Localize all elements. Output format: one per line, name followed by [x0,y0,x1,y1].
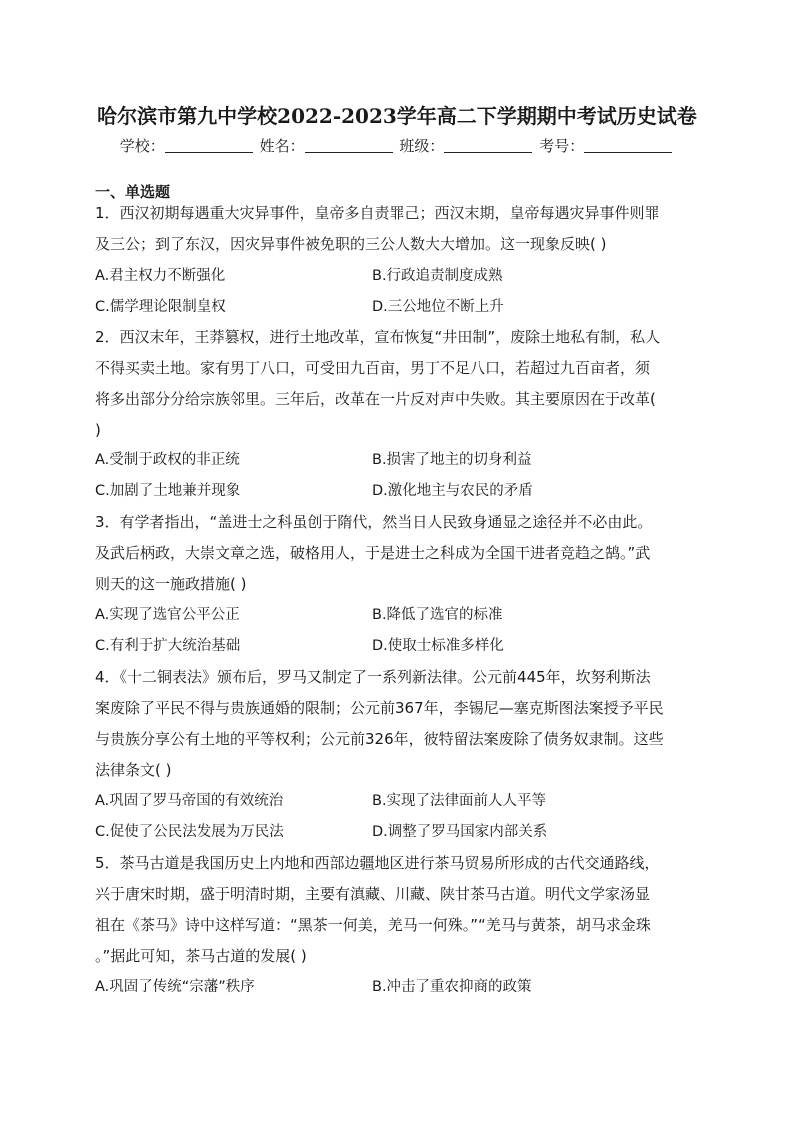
class-blank[interactable] [444,138,532,153]
q3-option-b[interactable]: B.降低了选官的标准 [372,607,503,623]
number-label: 考号： [539,137,585,155]
question-line: 案废除了平民不得与贵族通婚的限制；公元前367年，李锡尼—塞克斯图法案授予平民 [95,699,664,717]
q2-option-d[interactable]: D.激化地主与农民的矛盾 [372,483,533,499]
question-line: 。”据此可知，茶马古道的发展( ) [95,947,307,965]
question-1 [95,198,699,260]
q1-option-a[interactable]: A.君主权力不断强化 [95,268,226,284]
q3-option-c[interactable]: C.有利于扩大统治基础 [95,638,241,654]
exam-title: 哈尔滨市第九中学校2022-2023学年高二下学期期中考试历史试卷 [97,104,697,128]
question-line: 则天的这一施政措施( ) [95,575,247,593]
question-line: 及三公；到了东汉，因灾异事件被免职的三公人数大大增加。这一现象反映( ) [95,235,607,253]
student-info-line [0,135,794,156]
q1-option-d[interactable]: D.三公地位不断上升 [372,299,504,315]
question-line: 3．有学者指出，“盖进士之科虽创于隋代，然当日人民致身通显之途径并不必由此。 [95,513,653,531]
q1-option-c[interactable]: C.儒学理论限制皇权 [95,299,226,315]
q3-option-d[interactable]: D.使取士标准多样化 [372,638,504,654]
question-line: 1．西汉初期每遇重大灾异事件，皇帝多自责罪己；西汉末期，皇帝每遇灾异事件则罪 [95,204,660,222]
school-label: 学校： [119,137,165,155]
question-5 [95,848,699,972]
name-blank[interactable] [305,138,393,153]
question-line: 不得买卖土地。家有男丁八口，可受田九百亩，男丁不足八口，若超过九百亩者，须 [95,359,651,377]
question-4 [95,662,699,786]
q2-option-a[interactable]: A.受制于政权的非正统 [95,452,240,468]
question-3 [95,507,699,600]
question-line: 与贵族分享公有土地的平等权利；公元前326年，彼特留法案废除了债务奴隶制。这些 [95,730,664,748]
question-line: 5．茶马古道是我国历史上内地和西部边疆地区进行茶马贸易所形成的古代交通路线， [95,854,660,872]
question-line: 将多出部分分给宗族邻里。三年后，改革在一片反对声中失败。其主要原因在于改革( [95,390,656,408]
question-line: 2．西汉末年，王莽篡权，进行土地改革，宣布恢复“井田制”，废除土地私有制，私人 [95,328,661,346]
q4-option-a[interactable]: A.巩固了罗马帝国的有效统治 [95,793,284,809]
question-line: 及武后柄政，大崇文章之选，破格用人，于是进士之科成为全国干进者竞趋之鹄。”武 [95,544,651,562]
q4-option-b[interactable]: B.实现了法律面前人人平等 [372,793,547,809]
question-line: 4．《十二铜表法》颁布后，罗马又制定了一系列新法律。公元前445年，坎努利斯法 [95,668,651,686]
q2-option-b[interactable]: B.损害了地主的切身利益 [372,452,532,468]
question-line: 兴于唐宋时期，盛于明清时期，主要有滇藏、川藏、陕甘茶马古道。明代文学家汤显 [95,885,651,903]
name-label: 姓名： [259,137,305,155]
q5-option-b[interactable]: B.冲击了重农抑商的政策 [372,979,532,995]
q4-option-d[interactable]: D.调整了罗马国家内部关系 [372,824,548,840]
q5-option-a[interactable]: A.巩固了传统“宗藩”秩序 [95,979,255,995]
class-label: 班级： [399,137,445,155]
q2-option-c[interactable]: C.加剧了土地兼并现象 [95,483,241,499]
section-heading: 一、单选题 [95,183,171,201]
question-2 [95,322,699,446]
q3-option-a[interactable]: A.实现了选官公平公正 [95,607,240,623]
q1-option-b[interactable]: B.行政追责制度成熟 [372,268,503,284]
school-blank[interactable] [165,138,253,153]
question-line: 法律条文( ) [95,761,172,779]
question-line: 祖在《茶马》诗中这样写道：“黑茶一何美，羌马一何殊。”“羌马与黄茶，胡马求金珠 [95,916,651,934]
q4-option-c[interactable]: C.促使了公民法发展为万民法 [95,824,284,840]
question-line: ) [95,421,101,439]
number-blank[interactable] [584,138,672,153]
